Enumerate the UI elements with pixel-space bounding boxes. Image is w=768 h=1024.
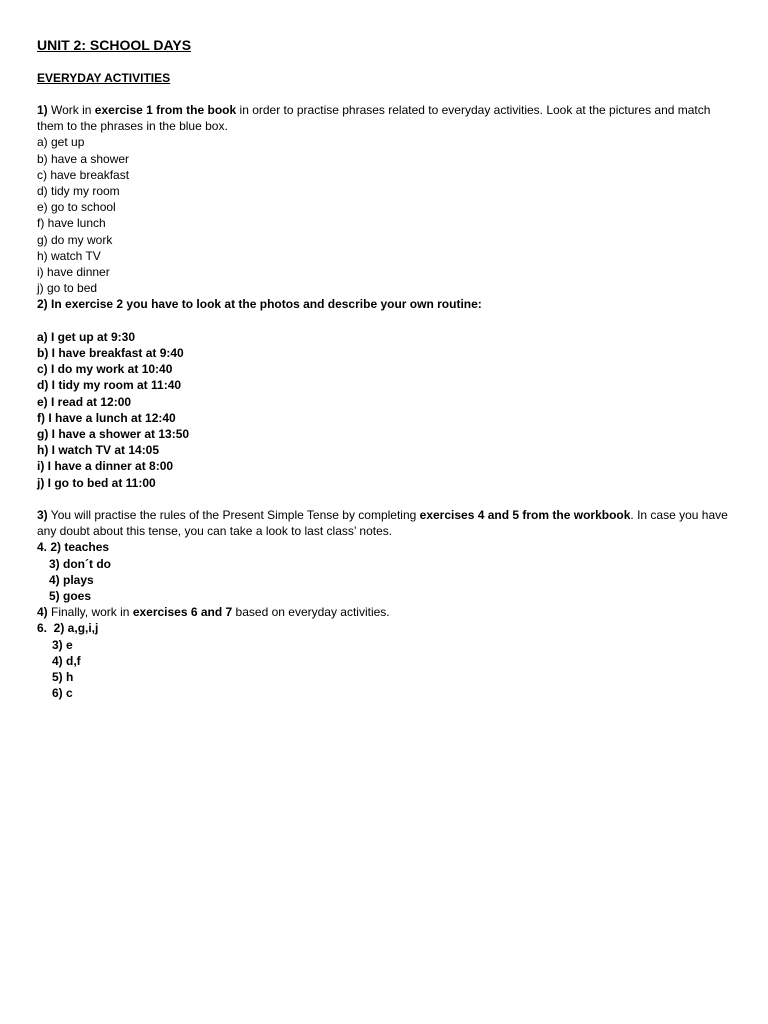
answer-list-4 bbox=[37, 620, 737, 701]
answer-list-3 bbox=[37, 539, 737, 604]
question-4 bbox=[37, 604, 737, 620]
question-3-text-b: exercises 4 and 5 from the workbook bbox=[419, 508, 631, 523]
list-item: c) have breakfast bbox=[37, 167, 130, 182]
list-item: f) I have a lunch at 12:40 bbox=[37, 410, 176, 425]
list-item: 3) don´t do bbox=[49, 556, 111, 571]
question-1-text-c: in order to practise phrases related to everyday activities. Look at the pictures and match them to the phrases in the blue box. bbox=[37, 103, 711, 134]
list-item: a) get up bbox=[37, 135, 85, 150]
list-item: 4. 2) teaches bbox=[37, 540, 110, 555]
list-item: i) have dinner bbox=[37, 265, 110, 280]
list-item: i) I have a dinner at 8:00 bbox=[37, 459, 174, 474]
list-item: a) I get up at 9:30 bbox=[37, 329, 136, 344]
list-item: d) tidy my room bbox=[37, 184, 120, 199]
question-2-number: 2) bbox=[37, 297, 48, 312]
list-item: e) go to school bbox=[37, 200, 116, 215]
list-item: j) go to bed bbox=[37, 281, 98, 296]
question-2-text-b: exercise 2 bbox=[65, 297, 124, 312]
page-title: UNIT 2: SCHOOL DAYS bbox=[37, 37, 192, 53]
question-2-text-a: In bbox=[47, 297, 66, 312]
list-item: f) have lunch bbox=[37, 216, 106, 231]
list-item: g) do my work bbox=[37, 232, 113, 247]
list-item: 5) goes bbox=[49, 589, 92, 604]
question-1-text-a: Work in bbox=[47, 103, 95, 117]
list-item: b) I have breakfast at 9:40 bbox=[37, 346, 184, 361]
list-item: g) I have a shower at 13:50 bbox=[37, 427, 190, 442]
question-3-text-a: You will practise the rules of the Present Simple Tense by completing bbox=[47, 508, 420, 523]
list-item: h) I watch TV at 14:05 bbox=[37, 443, 160, 458]
section-title: EVERYDAY ACTIVITIES bbox=[37, 71, 171, 85]
question-4-text-b: exercises 6 and 7 bbox=[132, 605, 233, 620]
question-4-text-c: based on everyday activities. bbox=[232, 605, 390, 620]
list-item: h) watch TV bbox=[37, 248, 101, 263]
list-item: 6. 2) a,g,i,j bbox=[37, 621, 99, 636]
answer-list-2 bbox=[37, 329, 737, 491]
list-item: d) I tidy my room at 11:40 bbox=[37, 378, 182, 393]
list-item: j) I go to bed at 11:00 bbox=[37, 475, 156, 490]
list-item: 6) c bbox=[52, 686, 73, 701]
question-1-number: 1) bbox=[37, 103, 48, 117]
question-3 bbox=[37, 507, 737, 539]
list-item: 5) h bbox=[52, 670, 74, 685]
question-4-number: 4) bbox=[37, 605, 48, 620]
question-3-text-c: . In case you have any doubt about this tense, you can take a look to last class’ notes. bbox=[37, 508, 728, 539]
question-3-number: 3) bbox=[37, 508, 48, 523]
worksheet-page bbox=[37, 36, 737, 701]
question-2-text-c: you have to look at the photos and describe your own routine: bbox=[123, 297, 482, 312]
answer-list-1 bbox=[37, 134, 737, 296]
list-item: 3) e bbox=[52, 637, 73, 652]
question-1-text-b: exercise 1 from the book bbox=[94, 103, 237, 117]
spacer bbox=[37, 491, 737, 507]
list-item: 4) d,f bbox=[52, 653, 81, 668]
question-1 bbox=[37, 102, 737, 134]
list-item: c) I do my work at 10:40 bbox=[37, 362, 173, 377]
question-2 bbox=[37, 296, 737, 312]
list-item: e) I read at 12:00 bbox=[37, 394, 132, 409]
list-item: b) have a shower bbox=[37, 151, 130, 166]
spacer bbox=[37, 313, 737, 329]
list-item: 4) plays bbox=[49, 572, 94, 587]
question-4-text-a: Finally, work in bbox=[47, 605, 133, 620]
